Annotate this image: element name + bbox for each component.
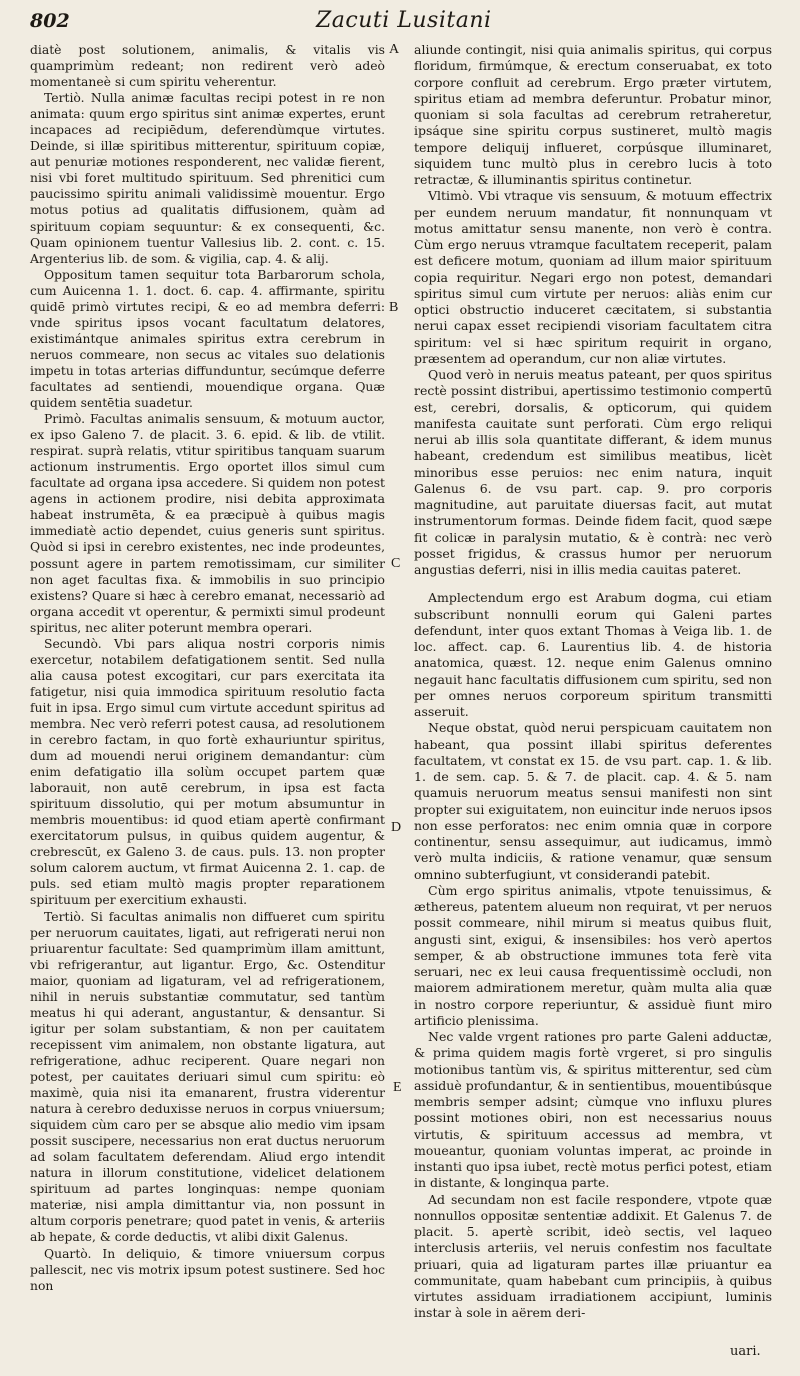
paragraph: Neque obstat, quòd nerui perspicuam cauitatem non habeant, qua possint illabi spiritus deferentes facultatem, vt constat ex 15. de vsu part. cap. 1. & lib. 1. de sem. cap. 5. & 7. de placit. cap. 4. & 5. nam quamuis neruorum meatus sensui manifesti non sint propter sui exiguitatem, non euincitur inde neruos ipsos non esse perforatos: nec enim omnia quæ in corpore continentur, sensu assequimur, aut iudicamus, immò verò multa indiciis, & ratione venamur, quæ sensum omnino subterfugiunt, vt considerandi patebit. (414, 720, 772, 882)
paragraph: Amplectendum ergo est Arabum dogma, cui etiam subscribunt nonnulli eorum qui Galeni partes defendunt, inter quos extant Thomas à Veiga lib. 1. de loc. affect. cap. 6. Laurentius lib. 4. de historia anatomica, quæst. 12. neque enim Galenus omnino negauit hanc facultatis diffusionem cum spiritu, sed non per omnes neruos corporeum spiritum transmitti asseruit. (414, 590, 772, 719)
paragraph: Vltimò. Vbi vtraque vis sensuum, & motuum effectrix per eundem neruum mandatur, fit nonnunquam vt motus amittatur sensu manente, non verò è contra. Cùm ergo neruus vtramque facultatem receperit, palam est deficere motum, quoniam ad illum maior spirituum copia requiritur. Negari ergo non potest, demandari spiritus simul cum virtute per neruos: aliàs enim cur optici obstructio induceret cæcitatem, si substantia nerui capax esset recipiendi visoriam facultatem citra spiritum: vel si hæc spiritum requirit in organo, præsentem ad operandum, cur non aliæ virtutes. (414, 188, 772, 366)
margin-letter-c: C (391, 556, 401, 571)
paragraph: Nec valde vrgent rationes pro parte Galeni adductæ, & prima quidem magis fortè vrgeret, si pro singulis motionibus tantùm vis, & spiritus mitterentur, sed cùm assiduè profundantur, & in sentientibus, mouentibúsque membris semper adsint; cùmque vno influxu plures possint motiones obiri, non est necessarius nouus virtutis, & spirituum accessus ad membra, vt moueantur, quoniam voluntas imperat, ac proinde in instanti quo ipsa iubet, rectè motus perfici potest, etiam in distante, & longinqua parte. (414, 1029, 772, 1191)
paragraph: Quartò. In deliquio, & timore vniuersum corpus pallescit, nec vis motrix ipsum potest sustinere. Sed hoc non (30, 1246, 385, 1293)
paragraph: Quod verò in neruis meatus pateant, per quos spiritus rectè possint distribui, apertissimo testimonio compertū est, cerebri, dorsalis, & opticorum, qui quidem manifesta cauitate sunt perforati. Cùm ergo reliqui nerui ab illis sola quantitate differant, & idem munus habeant, credendum est similibus meatibus, licèt minoribus esse peruios: nec enim natura, inquit Galenus 6. de vsu part. cap. 9. pro corporis magnitudine, aut paruitate diuersas facit, aut mutat instrumentorum formas. Deinde fidem facit, quod sæpe fit colicæ in paralysin mutatio, & è contrà: nec verò posset frigidus, & crassus humor per neruorum angustias deferri, nisi in illis media cauitas pateret. (414, 367, 772, 577)
margin-letter-b: B (389, 300, 399, 315)
paragraph: Tertiò. Si facultas animalis non diffueret cum spiritu per neruorum cauitates, ligati, aut refrigerati nerui non priuarentur facultate: Sed quamprimùm illam amittunt, vbi refrigerantur, aut ligantur. Ergo, &c. Ostenditur maior, quoniam ad ligaturam, vel ad refrigerationem, nihil in neruis substantiæ commutatur, sed tantùm meatus hi qui aderant, angustantur, & densantur. Si igitur per solam substantiam, & non per cauitatem recepissent vim animalem, non obstante ligatura, aut refrigeratione, adhuc reciperent. Quare negari non potest, per cauitates deriuari simul cum spiritu: eò maximè, quia nisi ita emanarent, frustra viderentur natura à cerebro deduxisse neruos in corpus vniuersum; siquidem cùm caro per se absque alio medio vim ipsam possit suscipere, necessarius non erat ductus neruorum ad solam facultatem deferendam. Aliud ergo intendit natura in illorum constitutione, videlicet delationem spirituum ad partes longinquas: nempe quoniam materiæ, nisi ampla dimittantur via, non possunt in altum corporis penetrare; quod patet in venis, & arteriis ab hepate, & corde deductis, vt alibi dixit Galenus. (30, 909, 385, 1245)
page-header (0, 0, 800, 40)
margin-letter-d: D (391, 820, 402, 835)
running-title: Zacuti Lusitani (316, 8, 492, 33)
paragraph: Ad secundam non est facile respondere, vtpote quæ nonnullos oppositæ sententiæ addixit. Et Galenus 7. de placit. 5. apertè scribit, ideò sectis, vel laqueo interclusis arteriis, vel neruis confestim nos facultate priuari, quia ad ligaturam partes illæ priuantur ea communitate, quam habebant cum principiis, à quibus virtutes assiduam irradiationem accipiunt, luminis instar à sole in aërem deri- (414, 1191, 772, 1321)
paragraph: Cùm ergo spiritus animalis, vtpote tenuissimus, & æthereus, patentem alueum non requirat, vt per neruos possit commeare, nihil mirum si meatus quibus fluit, angusti sint, exigui, & insensibiles: hos verò apertos semper, & ab obstructione immunes tota ferè vita seruari, nec ex leui causa frequentissimè occludi, non maiorem admirationem meretur, quàm multa alia quæ in nostro corpore reperiuntur, & assiduè fiunt miro artificio plenissima. (414, 882, 772, 1028)
catchword: uari. (730, 1344, 761, 1359)
page-number: 802 (30, 10, 70, 32)
right-column (414, 42, 772, 1322)
paragraph: Oppositum tamen sequitur tota Barbarorum schola, cum Auicenna 1. 1. doct. 6. cap. 4. affirmante, spiritu quidē primò virtutes recipi, & eo ad membra deferri: vnde spiritus ipsos vocant facultatum delatores, existimántque animales spiritus extra cerebrum in neruos commeare, non secus ac vitales suo delationis impetu in totas arterias diffunduntur, secúmque deferre facultates ad sentiendi, mouendique organa. Quæ quidem sentētia suadetur. (30, 267, 385, 411)
paragraph: Tertiò. Nulla animæ facultas recipi potest in re non animata: quum ergo spiritus sint animæ expertes, erunt incapaces ad recipiēdum, deferendùmque virtutes. Deinde, si illæ spiritibus mitterentur, spirituum copiæ, aut penuriæ motiones responderent, nec validæ fierent, nisi vbi foret multitudo spirituum. Sed phrenitici cum paucissimo spiritu animali validissimè mouentur. Ergo motus potius ad qualitatis diffusionem, quàm ad spirituum copiam sequuntur: & ex consequenti, &c. Quam opinionem tuentur Vallesius lib. 2. cont. c. 15. Argenterius lib. de som. & vigilia, cap. 4. & alij. (30, 91, 385, 266)
paragraph: Secundò. Vbi pars aliqua nostri corporis nimis exercetur, notabilem defatigationem sentit. Sed nulla alia causa potest excogitari, cur pars exercitata ita fatigetur, nisi quia immodica spirituum resolutio facta fuit in ipsa. Ergo simul cum virtute accedunt spiritus ad membra. Nec verò referri potest causa, ad resolutionem in cerebro factam, in quo fortè exhauriuntur spiritus, dum ad mouendi nerui originem demandantur: cùm enim defatigatio illa solùm occupet partem quæ laborauit, non autē cerebrum, in ipsa est facta spirituum dissolutio, qui per motum absumuntur in membris mouentibus: id quod etiam apertè confirmant exercitatorum pulsus, in quibus quidem augentur, & crebrescūt, ex Galeno 3. de caus. puls. 13. non propter solum calorem auctum, vt firmat Auicenna 2. 1. cap. de puls. sed etiam multò magis propter reparationem spirituum per exercitium exhausti. (30, 636, 385, 908)
margin-letter-e: E (393, 1080, 402, 1095)
paragraph: aliunde contingit, nisi quia animalis spiritus, qui corpus floridum, firmúmque, & erectum conseruabat, ex toto corpore confluit ad cerebrum. Ergo præter virtutem, spiritus etiam ad membra deferuntur. Probatur minor, quoniam si sola facultas ad cerebrum retraheretur, ipsáque sine spiritu corpus sustineret, multò magis tempore deliquij influeret, corpúsque illuminaret, siquidem tunc multò plus in cerebro lucis à toto retractæ, & illuminantis spiritus continetur. (414, 42, 772, 187)
paragraph: diatè post solutionem, animalis, & vitalis vis quamprimùm redeant; non redirent verò adeò momentaneè si cum spiritu veherentur. (30, 43, 385, 90)
left-column (30, 42, 385, 1294)
paragraph: Primò. Facultas animalis sensuum, & motuum auctor, ex ipso Galeno 7. de placit. 3. 6. epid. & lib. de vtilit. respirat. suprà relatis, vtitur spiritibus tanquam suarum actionum instrumentis. Ergo oportet illos simul cum facultate ad organa ipsa accedere. Si quidem non potest agens in actionem prodire, nisi debita approximata habeat instrumēta, & ea præcipuè à quibus magis immediatè actio dependet, cuius generis sunt spiritus. Quòd si ipsi in cerebro existentes, nec inde prodeuntes, possunt agere in partem remotissimam, cur similiter non aget facultas fixa. & immobilis in suo principio existens? Quare si hæc à cerebro emanat, necessariò ad organa accedit vt operentur, & permixti simul prodeunt spiritus, nec aliter poterunt membra operari. (30, 412, 385, 635)
margin-letter-a: A (389, 42, 400, 57)
